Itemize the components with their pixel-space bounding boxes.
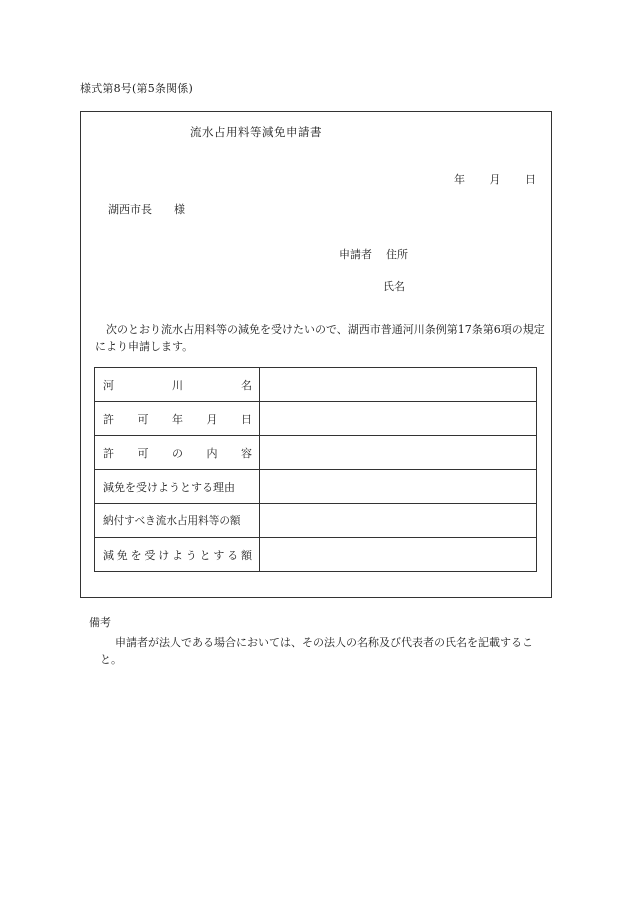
label-char: う	[185, 548, 197, 562]
row-label-chars	[103, 368, 252, 401]
applicant-block	[339, 246, 408, 262]
date-year-label: 年	[454, 173, 465, 186]
label-char: 内	[206, 446, 218, 460]
row-label-text: 納付すべき流水占用料等の額	[103, 515, 241, 527]
row-label-permit-date	[95, 402, 260, 436]
page-title: 流水占用料等減免申請書	[190, 125, 322, 139]
notes-text: 申請者が法人である場合においては、その法人の名称及び代表者の氏名を記載すること。	[100, 636, 533, 666]
date-line	[454, 171, 536, 187]
label-char: 受	[144, 548, 156, 562]
label-char: 免	[116, 548, 128, 562]
applicant-address-label: 住所	[386, 248, 408, 261]
permit-content-field[interactable]	[260, 436, 537, 470]
table-row	[95, 504, 537, 538]
label-char: 名	[241, 378, 252, 392]
label-char: 額	[240, 548, 252, 562]
label-char: る	[227, 548, 239, 562]
form-number: 様式第8号(第5条関係)	[80, 82, 193, 95]
row-label-reduction-amount	[95, 538, 260, 572]
label-char: 年	[172, 412, 183, 426]
label-char: の	[172, 446, 183, 460]
application-statement: 次のとおり流水占用料等の減免を受けたいので、湖西市普通河川条例第17条第6項の規定により申請します。	[95, 323, 545, 353]
reduction-amount-field[interactable]	[260, 538, 537, 572]
addressee-honorific: 様	[174, 203, 185, 216]
table-row	[95, 538, 537, 572]
label-char: 川	[172, 378, 183, 392]
label-char: 河	[103, 378, 114, 392]
row-label-chars	[103, 402, 252, 435]
notes-heading: 備考	[89, 616, 111, 629]
addressee	[108, 201, 185, 217]
label-char: け	[158, 548, 170, 562]
label-char: 日	[241, 412, 252, 426]
reduction-reason-field[interactable]	[260, 470, 537, 504]
fee-amount-field[interactable]	[260, 504, 537, 538]
river-name-field[interactable]	[260, 368, 537, 402]
table-row	[95, 470, 537, 504]
label-char: 月	[206, 412, 218, 426]
application-detail-table	[94, 367, 537, 572]
date-month-label: 月	[489, 173, 501, 186]
label-char: を	[130, 548, 142, 562]
table-row	[95, 402, 537, 436]
label-char: 減	[103, 548, 114, 562]
row-label-reduction-reason	[95, 470, 260, 504]
applicant-label: 申請者	[339, 248, 372, 261]
label-char: よ	[171, 548, 183, 562]
row-label-chars	[103, 436, 252, 469]
table-row	[95, 436, 537, 470]
applicant-name-label: 氏名	[383, 280, 405, 293]
row-label-chars	[103, 538, 252, 571]
label-char: 許	[103, 412, 114, 426]
label-char: す	[213, 548, 225, 562]
date-day-label: 日	[525, 173, 536, 186]
row-label-permit-content	[95, 436, 260, 470]
addressee-name: 湖西市長	[108, 203, 152, 216]
permit-date-field[interactable]	[260, 402, 537, 436]
table-row	[95, 368, 537, 402]
label-char: 可	[137, 446, 149, 460]
label-char: 可	[137, 412, 149, 426]
label-char: と	[199, 548, 211, 562]
row-label-river-name	[95, 368, 260, 402]
label-char: 容	[241, 446, 252, 460]
row-label-fee-amount	[95, 504, 260, 538]
row-label-text: 減免を受けようとする理由	[103, 480, 235, 494]
label-char: 許	[103, 446, 114, 460]
